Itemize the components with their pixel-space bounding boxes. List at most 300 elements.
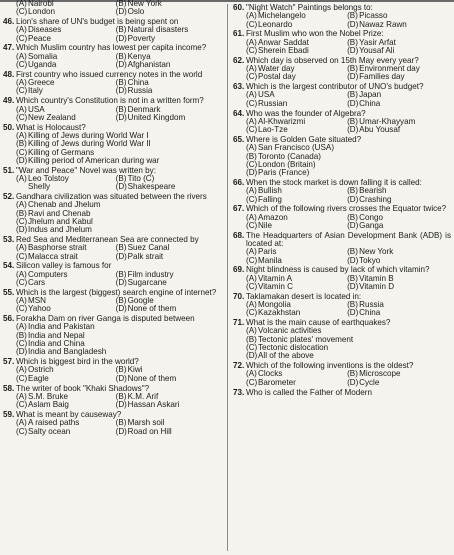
option bbox=[347, 283, 451, 291]
question-number: 56. bbox=[3, 314, 15, 324]
option-letter: (C) bbox=[246, 255, 258, 265]
option bbox=[116, 87, 218, 95]
options-group bbox=[16, 26, 218, 43]
option-text: Ostrich bbox=[28, 365, 54, 375]
option-text: Russia bbox=[127, 86, 153, 96]
question-text: The writer of book "Khaki Shadows"? bbox=[16, 383, 150, 393]
option bbox=[116, 305, 218, 313]
option bbox=[246, 73, 347, 81]
options-group bbox=[246, 12, 451, 29]
question-row bbox=[233, 389, 451, 397]
option-letter: (D) bbox=[115, 60, 127, 70]
option-letter: (D) bbox=[115, 251, 127, 261]
option-letter: (C) bbox=[246, 159, 258, 169]
option-text: Greece bbox=[28, 78, 55, 88]
option-text: Japan bbox=[359, 90, 382, 100]
question-text: "Night Watch" Paintings belongs to: bbox=[246, 3, 373, 12]
question-text: "War and Peace" Novel was written by: bbox=[16, 165, 156, 175]
option-letter: (A) bbox=[16, 365, 27, 375]
option-letter: (B) bbox=[115, 296, 127, 306]
option-letter: (D) bbox=[115, 7, 127, 17]
option-letter: (B) bbox=[16, 139, 27, 149]
option-text: Sugarcane bbox=[127, 278, 167, 287]
option-letter: (C) bbox=[16, 426, 28, 436]
option-text: Salty ocean bbox=[28, 426, 71, 436]
option-letter: (D) bbox=[115, 373, 127, 383]
option-text: China bbox=[127, 78, 149, 88]
column-divider bbox=[227, 4, 228, 551]
option-text: Afghanistan bbox=[127, 60, 171, 70]
option bbox=[347, 100, 451, 108]
option-text: Anwar Saddat bbox=[258, 37, 309, 47]
option-text: Picasso bbox=[359, 11, 388, 21]
options-group bbox=[16, 393, 218, 410]
option-text: Vitamin D bbox=[359, 282, 395, 291]
option-text: Somalia bbox=[28, 51, 58, 61]
question-text: Gandhara civilization was situated between the rivers bbox=[16, 192, 207, 202]
options-group bbox=[16, 106, 218, 123]
option bbox=[116, 279, 218, 287]
option-text: Marsh soil bbox=[127, 418, 165, 428]
option-letter bbox=[16, 183, 28, 191]
option-text: Oslo bbox=[127, 7, 145, 17]
question-block bbox=[3, 18, 218, 43]
option-text: Suez Canal bbox=[127, 243, 170, 253]
option-letter: (B) bbox=[115, 104, 127, 114]
option-text: China bbox=[359, 98, 381, 108]
option bbox=[116, 8, 218, 16]
option-text: Families day bbox=[359, 72, 405, 82]
options-group bbox=[246, 370, 451, 387]
option-letter: (C) bbox=[16, 339, 28, 349]
question-row bbox=[233, 232, 451, 249]
option-text: Ravi and Chenab bbox=[28, 208, 91, 218]
question-number: 66. bbox=[233, 177, 245, 187]
option bbox=[116, 114, 218, 122]
question-number: 61. bbox=[233, 29, 245, 39]
question-block bbox=[3, 193, 218, 234]
option-letter: (C) bbox=[246, 220, 258, 230]
question-block bbox=[3, 358, 218, 383]
options-group bbox=[246, 327, 451, 360]
option bbox=[16, 348, 218, 356]
option-letter: (A) bbox=[246, 37, 257, 47]
option-letter: (B) bbox=[347, 64, 358, 74]
option bbox=[246, 352, 451, 360]
option-letter: (B) bbox=[115, 173, 127, 183]
option-letter: (D) bbox=[16, 347, 28, 357]
option-row bbox=[246, 47, 451, 55]
option-letter: (B) bbox=[347, 369, 358, 379]
options-group bbox=[246, 187, 451, 204]
question-block bbox=[233, 110, 451, 135]
options-group bbox=[16, 201, 218, 234]
option-row bbox=[246, 379, 451, 387]
option-letter: (B) bbox=[115, 391, 127, 401]
option-text: Tokyo bbox=[359, 255, 381, 265]
option-letter: (C) bbox=[16, 304, 28, 314]
option bbox=[16, 428, 116, 436]
options-group bbox=[16, 366, 218, 383]
question-text: Which of the following inventions is the oldest? bbox=[246, 361, 414, 371]
option-text: Crashing bbox=[359, 194, 392, 204]
question-block bbox=[233, 179, 451, 204]
option-text: Jhelum and Kabul bbox=[28, 216, 93, 226]
option bbox=[246, 169, 451, 177]
option-letter: (A) bbox=[16, 0, 27, 8]
option-text: USA bbox=[28, 104, 45, 114]
option-text: Killing of Jews during World War I bbox=[28, 130, 149, 140]
options-group bbox=[246, 275, 451, 292]
option-text: A raised paths bbox=[28, 418, 80, 428]
question-text: Silicon valley is famous for bbox=[16, 261, 112, 271]
option-row bbox=[16, 279, 218, 287]
option bbox=[116, 35, 218, 43]
option bbox=[347, 21, 451, 29]
option-letter: (D) bbox=[115, 304, 127, 314]
option-row bbox=[16, 8, 218, 16]
option-letter: (B) bbox=[16, 208, 27, 218]
options-group bbox=[246, 214, 451, 231]
question-text: What is the main cause of earthquakes? bbox=[246, 318, 391, 328]
option-row bbox=[246, 73, 451, 81]
question-text: What is Holocaust? bbox=[16, 122, 86, 132]
option-text: Shakespeare bbox=[127, 182, 176, 192]
question-block bbox=[233, 57, 451, 82]
option-text: New York bbox=[359, 247, 394, 257]
option-text: India and Nepal bbox=[28, 330, 85, 340]
option-letter: (C) bbox=[246, 282, 258, 291]
options-group bbox=[16, 419, 218, 436]
question-text: Night blindness is caused by lack of which vitamin? bbox=[246, 265, 430, 275]
question-text: First country who issued currency notes in the world bbox=[16, 69, 203, 79]
option-row bbox=[16, 87, 218, 95]
option-row bbox=[246, 309, 451, 317]
option-text: Falling bbox=[258, 194, 282, 204]
question-text: Who is called the Father of Modern bbox=[246, 387, 372, 397]
option bbox=[246, 21, 347, 29]
option-text: Vitamin C bbox=[258, 282, 293, 291]
left-column bbox=[3, 0, 218, 437]
question-number: 57. bbox=[3, 357, 15, 367]
option-letter: (D) bbox=[115, 400, 127, 410]
option-letter: (C) bbox=[16, 60, 28, 70]
option-text: Mongolia bbox=[258, 300, 291, 310]
option-letter: (A) bbox=[16, 130, 27, 140]
options-group bbox=[16, 297, 218, 314]
option bbox=[16, 87, 116, 95]
option-letter: (C) bbox=[16, 112, 28, 122]
question-number: 47. bbox=[3, 43, 15, 53]
options-group bbox=[16, 271, 218, 288]
option-letter: (A) bbox=[246, 247, 257, 257]
option bbox=[246, 309, 347, 317]
options-group bbox=[16, 53, 218, 70]
option-text: Nairobi bbox=[28, 0, 54, 8]
question-number: 46. bbox=[3, 17, 15, 27]
option-letter: (B) bbox=[246, 151, 257, 161]
option-letter: (A) bbox=[246, 64, 257, 74]
options-group bbox=[246, 144, 451, 177]
option-letter: (D) bbox=[347, 19, 359, 29]
question-number: 60. bbox=[233, 3, 245, 12]
options-group bbox=[246, 248, 451, 265]
option bbox=[16, 114, 116, 122]
question-block bbox=[3, 97, 218, 122]
question-number: 54. bbox=[3, 261, 15, 271]
option-letter: (D) bbox=[347, 125, 359, 135]
option bbox=[347, 379, 451, 387]
option-letter: (A) bbox=[246, 326, 257, 336]
option-text: United Kingdom bbox=[127, 112, 186, 122]
option-letter: (B) bbox=[347, 212, 358, 222]
option-letter: (D) bbox=[347, 308, 359, 318]
option-letter: (A) bbox=[246, 116, 257, 126]
option-text: Lao-Tze bbox=[258, 125, 288, 135]
option-text: Vitamin A bbox=[258, 273, 293, 283]
option-text: Amazon bbox=[258, 212, 288, 222]
option-letter: (D) bbox=[347, 282, 359, 291]
option-text: Cars bbox=[28, 278, 46, 287]
option-letter: (B) bbox=[115, 269, 127, 279]
option-text: S.M. Bruke bbox=[28, 391, 69, 401]
option-letter: (B) bbox=[115, 78, 127, 88]
option-text: Congo bbox=[359, 212, 383, 222]
option bbox=[116, 61, 218, 69]
option-letter: (B) bbox=[115, 51, 127, 61]
question-block bbox=[233, 362, 451, 387]
question-text: Red Sea and Mediterranean Sea are connected by bbox=[16, 235, 199, 245]
option-text: None of them bbox=[127, 304, 177, 314]
option bbox=[16, 8, 116, 16]
option bbox=[246, 196, 347, 204]
option-letter: (C) bbox=[246, 343, 258, 353]
option bbox=[16, 183, 116, 191]
question-text: Where is Golden Gate situated? bbox=[246, 134, 362, 144]
option-text: Road on Hill bbox=[127, 426, 172, 436]
question-number: 63. bbox=[233, 82, 245, 92]
option-text: Killing of Germans bbox=[28, 147, 95, 157]
options-group bbox=[16, 175, 218, 192]
option-text: Killing period of American during war bbox=[28, 155, 160, 165]
option-row bbox=[246, 196, 451, 204]
option-text: Chenab and Jhelum bbox=[28, 200, 101, 210]
option-text: Bearish bbox=[359, 186, 387, 196]
option-text: Tito (C) bbox=[127, 173, 155, 183]
option-text: Bullish bbox=[258, 186, 282, 196]
option-text: Palk strait bbox=[127, 251, 164, 261]
option-letter: (C) bbox=[16, 400, 28, 410]
option-text: Al-Khwarizmi bbox=[258, 116, 306, 126]
option-letter: (A) bbox=[246, 369, 257, 379]
option-text: San Francisco (USA) bbox=[258, 143, 335, 153]
option-letter: (D) bbox=[115, 86, 127, 96]
option bbox=[347, 309, 451, 317]
option bbox=[246, 126, 347, 134]
option-text: MSN bbox=[28, 296, 46, 306]
question-block bbox=[233, 136, 451, 177]
option-text: Computers bbox=[28, 269, 68, 279]
option-letter: (A) bbox=[16, 104, 27, 114]
option-row bbox=[16, 35, 218, 43]
option-text: Barometer bbox=[258, 377, 296, 387]
option-letter: (C) bbox=[16, 278, 28, 287]
options-group bbox=[246, 65, 451, 82]
question-text: Which day is observed on 15th May every year? bbox=[246, 55, 419, 65]
option-text: Yahoo bbox=[28, 304, 51, 314]
option-row bbox=[246, 126, 451, 134]
question-number: 67. bbox=[233, 204, 245, 214]
option bbox=[246, 100, 347, 108]
question-block bbox=[3, 289, 218, 314]
option-row bbox=[16, 375, 218, 383]
question-number: 73. bbox=[233, 387, 245, 397]
question-number: 71. bbox=[233, 318, 245, 328]
option-letter: (A) bbox=[16, 200, 27, 210]
question-number: 68. bbox=[233, 230, 245, 240]
option-text: India and China bbox=[28, 339, 85, 349]
option-letter: (B) bbox=[246, 334, 257, 344]
option-letter: (D) bbox=[347, 194, 359, 204]
question-block bbox=[233, 205, 451, 230]
option bbox=[246, 257, 347, 265]
option-letter: (C) bbox=[16, 251, 28, 261]
question-text: Which is biggest bird in the world? bbox=[16, 357, 139, 367]
option-letter: (B) bbox=[347, 116, 358, 126]
question-number: 55. bbox=[3, 287, 15, 297]
option-text: Nile bbox=[258, 220, 272, 230]
option-text: New York bbox=[127, 0, 162, 8]
option-text: Toronto (Canada) bbox=[258, 151, 321, 161]
option bbox=[116, 183, 218, 191]
option-letter: (A) bbox=[16, 173, 27, 183]
option-text: Nawaz Rawn bbox=[359, 19, 407, 29]
question-text: Taklamakan desert is located in: bbox=[246, 291, 362, 301]
option bbox=[16, 35, 116, 43]
option-letter: (B) bbox=[115, 25, 127, 35]
option-letter: (A) bbox=[16, 418, 27, 428]
option-text: Natural disasters bbox=[127, 25, 189, 35]
question-block bbox=[3, 385, 218, 410]
option-text: Kenya bbox=[127, 51, 151, 61]
options-group bbox=[16, 0, 218, 17]
question-block bbox=[3, 411, 218, 436]
options-group bbox=[246, 301, 451, 318]
option-text: Clocks bbox=[258, 369, 283, 379]
question-number: 62. bbox=[233, 55, 245, 65]
option-row bbox=[16, 305, 218, 313]
option-text: Water day bbox=[258, 64, 295, 74]
options-group bbox=[246, 91, 451, 108]
option-letter: (C) bbox=[246, 194, 258, 204]
question-number: 65. bbox=[233, 134, 245, 144]
option-text: China bbox=[359, 308, 381, 318]
options-group bbox=[246, 39, 451, 56]
option-letter: (B) bbox=[115, 243, 127, 253]
option bbox=[16, 279, 116, 287]
option-text: India and Pakistan bbox=[28, 322, 95, 332]
option-text: Eagle bbox=[28, 373, 49, 383]
option-letter: (A) bbox=[16, 296, 27, 306]
option bbox=[347, 47, 451, 55]
option-text: None of them bbox=[127, 373, 177, 383]
option-text: Michelangelo bbox=[258, 11, 306, 21]
option-letter: (D) bbox=[115, 33, 127, 43]
option-text: Sherein Ebadi bbox=[258, 45, 309, 55]
option-text: Yousaf Ali bbox=[359, 45, 395, 55]
option-text: Malacca strait bbox=[28, 251, 78, 261]
option-letter: (A) bbox=[246, 143, 257, 153]
options-group bbox=[16, 244, 218, 261]
option-row bbox=[16, 401, 218, 409]
option-letter: (B) bbox=[347, 300, 358, 310]
option-letter: (D) bbox=[347, 377, 359, 387]
option-letter: (D) bbox=[347, 220, 359, 230]
option bbox=[16, 157, 218, 165]
option-row bbox=[16, 253, 218, 261]
option-letter: (C) bbox=[246, 45, 258, 55]
option-letter: (B) bbox=[347, 11, 358, 21]
option-letter: (D) bbox=[347, 45, 359, 55]
option-text: Umar-Khayyam bbox=[359, 116, 416, 126]
option-text: Leo Tolstoy bbox=[28, 173, 69, 183]
option-letter: (B) bbox=[347, 186, 358, 196]
question-block bbox=[3, 236, 218, 261]
question-number: 51. bbox=[3, 165, 15, 175]
option-letter: (A) bbox=[16, 269, 27, 279]
option-letter: (C) bbox=[16, 216, 28, 226]
question-text: Which Muslim country has lowest per capita income? bbox=[16, 43, 207, 53]
option-text: Ganga bbox=[359, 220, 384, 230]
question-block bbox=[233, 30, 451, 55]
question-text: Who was the founder of Algebra? bbox=[246, 108, 366, 118]
option-text: Google bbox=[127, 296, 154, 306]
option-text: Volcanic activities bbox=[258, 326, 322, 336]
option-text: London (Britain) bbox=[258, 159, 316, 169]
option-text: Killing of Jews during World War II bbox=[28, 139, 151, 149]
option-letter: (D) bbox=[16, 225, 28, 235]
question-block bbox=[3, 44, 218, 69]
question-block bbox=[233, 83, 451, 108]
option-text: Kiwi bbox=[127, 365, 143, 375]
option-row bbox=[16, 428, 218, 436]
question-text: Lion's share of UN's budget is being spent on bbox=[16, 17, 179, 27]
option-letter: (C) bbox=[16, 373, 28, 383]
option-text: London bbox=[28, 7, 56, 17]
question-block bbox=[233, 232, 451, 265]
option bbox=[16, 305, 116, 313]
question-block bbox=[233, 4, 451, 29]
option-letter: (D) bbox=[347, 98, 359, 108]
option bbox=[16, 375, 116, 383]
question-number: 72. bbox=[233, 361, 245, 371]
option bbox=[347, 257, 451, 265]
option-text: Denmark bbox=[127, 104, 161, 114]
question-text: When the stock market is down falling it is called: bbox=[246, 177, 422, 187]
options-group bbox=[16, 79, 218, 96]
question-number: 52. bbox=[3, 192, 15, 202]
option-letter: (A) bbox=[246, 300, 257, 310]
option bbox=[116, 428, 218, 436]
option-letter: (C) bbox=[16, 33, 28, 43]
question-block bbox=[3, 262, 218, 287]
question-block bbox=[233, 266, 451, 291]
option-text: Cycle bbox=[359, 377, 380, 387]
question-block bbox=[3, 124, 218, 165]
option bbox=[347, 196, 451, 204]
question-block bbox=[3, 71, 218, 96]
option-letter: (A) bbox=[246, 90, 257, 100]
